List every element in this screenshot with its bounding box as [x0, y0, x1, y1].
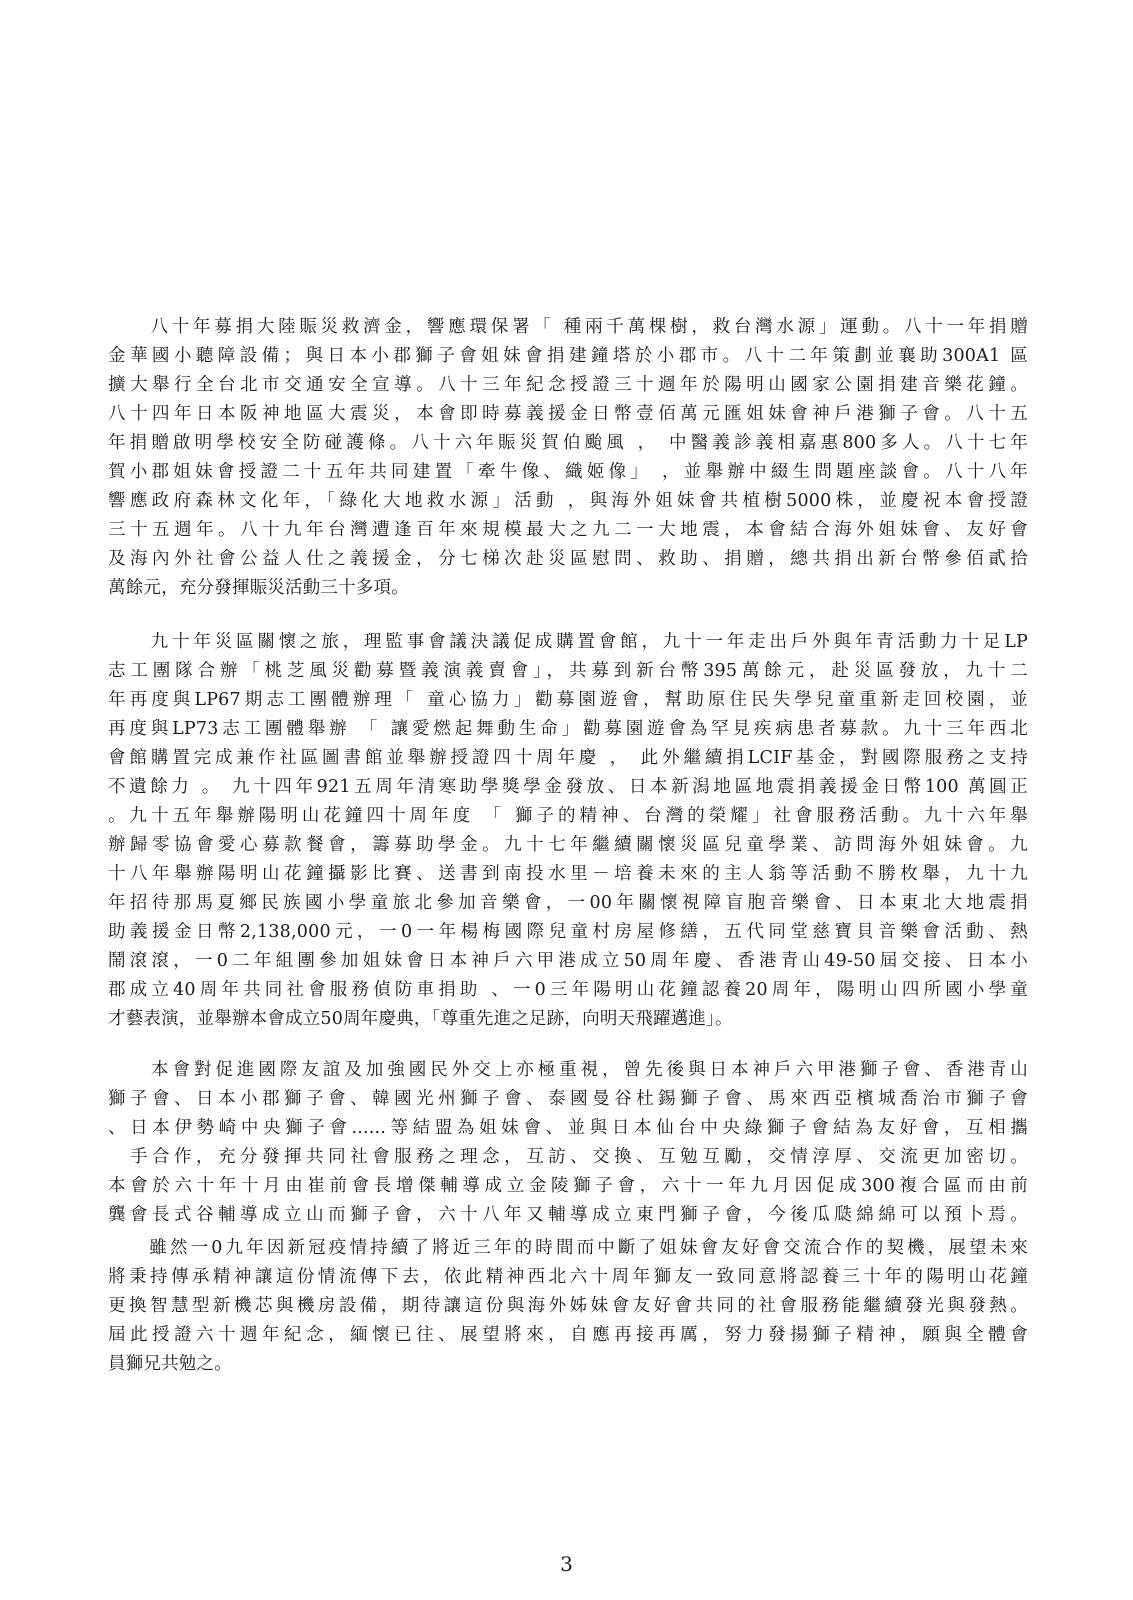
text-line: 本會於六十年十月由崔前會長增傑輔導成立金陵獅子會，六十一年九月因促成300複合區而由前 [108, 1176, 1028, 1196]
text-line: 會館購置完成兼作社區圖書館並舉辦授證四十周年慶 ， 此外繼續捐LCIF基金，對國際服務之支持 [108, 748, 1028, 768]
text-line: 辦歸零協會愛心募款餐會，籌募助學金。九十七年繼續關懷災區兒童學業、訪問海外姐妹會。九 [108, 835, 1028, 855]
text-line: 響應政府森林文化年，「綠化大地救水源」活動 ，與海外姐妹會共植樹5000株，並慶祝本會授證 [108, 491, 1028, 511]
text-line: 龔會長式谷輔導成立山而獅子會，六十八年又輔導成立東門獅子會，今後瓜瓞綿綿可以預卜焉。 [108, 1205, 1028, 1225]
text-line: 郡成立40周年共同社會服務偵防車捐助 、一0三年陽明山花鐘認養20周年，陽明山四所國小學童 [108, 980, 1028, 1000]
text-line: 雖然一0九年因新冠疫情持續了將近三年的時間而中斷了姐妹會友好會交流合作的契機，展望未來 [108, 1238, 1028, 1258]
text-line: 再度與LP73志工團體舉辦 「 讓愛燃起舞動生命」勸募園遊會為罕見疾病患者募款。九十三年西北 [108, 719, 1028, 739]
text-line: 本會對促進國際友誼及加強國民外交上亦極重視，曾先後與日本神戶六甲港獅子會、香港青山 [108, 1060, 1028, 1080]
text-line: 及海內外社會公益人仕之義援金，分七梯次赴災區慰問、救助、捐贈，總共捐出新台幣參佰貳拾 [108, 549, 1028, 569]
text-line: 手合作，充分發揮共同社會服務之理念，互訪、交換、互勉互勵，交情淳厚、交流更加密切。 [108, 1147, 1028, 1167]
text-line: 賀小郡姐妹會授證二十五年共同建置「牽牛像、織姬像」 ，並舉辦中綴生問題座談會。八十八年 [108, 462, 1028, 482]
text-line: 將秉持傳承精神讓這份情流傳下去，依此精神西北六十周年獅友一致同意將認養三十年的陽明山花鐘 [108, 1267, 1028, 1287]
text-line: 萬餘元，充分發揮賑災活動三十多項。 [108, 578, 409, 598]
text-line: 助義援金日幣2,138,000元，一0一年楊梅國際兒童村房屋修繕，五代同堂慈寶貝音樂會活動、熱 [108, 922, 1028, 942]
text-line: 屆此授證六十週年紀念，緬懷已往、展望將來，自應再接再厲，努力發揚獅子精神，願與全體會 [108, 1325, 1028, 1345]
text-line: 鬧滾滾，一0二年組團參加姐妹會日本神戶六甲港成立50周年慶、香港青山49-50屆交接、日本小 [108, 951, 1028, 971]
text-line: 不遺餘力 。 九十四年921五周年清寒助學獎學金發放、日本新潟地區地震捐義援金日幣100 萬圓正 [108, 777, 1028, 797]
text-line: 、日本伊勢崎中央獅子會......等結盟為姐妹會、並與日本仙台中央綠獅子會結為友好會，互相攜 [108, 1118, 1028, 1138]
text-line: 年招待那馬夏鄉民族國小學童旅北參加音樂會，一00年關懷視障盲胞音樂會、日本東北大地震捐 [108, 893, 1028, 913]
text-line: 員獅兄共勉之。 [108, 1354, 232, 1374]
text-line: 九十年災區關懷之旅，理監事會議決議促成購置會館，九十一年走出戶外與年青活動力十足LP [108, 632, 1028, 652]
text-line: 三十五週年。八十九年台灣遭逢百年來規模最大之九二一大地震，本會結合海外姐妹會、友好會 [108, 520, 1028, 540]
text-line: 獅子會、日本小郡獅子會、韓國光州獅子會、泰國曼谷杜錫獅子會、馬來西亞檳城喬治市獅子會 [108, 1089, 1028, 1109]
page-number: 3 [560, 1552, 573, 1576]
text-line: 擴大舉行全台北市交通安全宣導。八十三年紀念授證三十週年於陽明山國家公園捐建音樂花鐘。 [108, 375, 1028, 395]
text-line: 志工團隊合辦「桃芝風災勸募暨義演義賣會」，共募到新台幣395萬餘元，赴災區發放，九十二 [108, 661, 1028, 681]
text-line: 八十年募捐大陸賑災救濟金，響應環保署「 種兩千萬棵樹，救台灣水源」運動。八十一年捐贈 [108, 317, 1028, 337]
text-line: 。九十五年舉辦陽明山花鐘四十周年度 「 獅子的精神、台灣的榮耀」社會服務活動。九十六年舉 [108, 806, 1028, 826]
text-line: 金華國小聽障設備；與日本小郡獅子會姐妹會捐建鐘塔於小郡市。八十二年策劃並襄助300A1 區 [108, 346, 1028, 366]
text-line: 才藝表演，並舉辦本會成立50周年慶典，「尊重先進之足跡，向明天飛躍邁進」。 [108, 1009, 733, 1029]
text-line: 年捐贈啟明學校安全防碰護條。八十六年賑災賀伯颱風 ， 中醫義診義相嘉惠800多人。八十七年 [108, 433, 1028, 453]
text-line: 年再度與LP67期志工團體辦理「 童心協力」勸募園遊會，幫助原住民失學兒童重新走回校園，並 [108, 690, 1028, 710]
text-line: 更換智慧型新機芯與機房設備，期待讓這份與海外姊妹會友好會共同的社會服務能繼續發光與發熱。 [108, 1296, 1028, 1316]
text-line: 八十四年日本阪神地區大震災，本會即時募義援金日幣壹佰萬元匯姐妹會神戶港獅子會。八十五 [108, 404, 1028, 424]
text-line: 十八年舉辦陽明山花鐘攝影比賽、送書到南投水里－培養未來的主人翁等活動不勝枚舉，九十九 [108, 864, 1028, 884]
